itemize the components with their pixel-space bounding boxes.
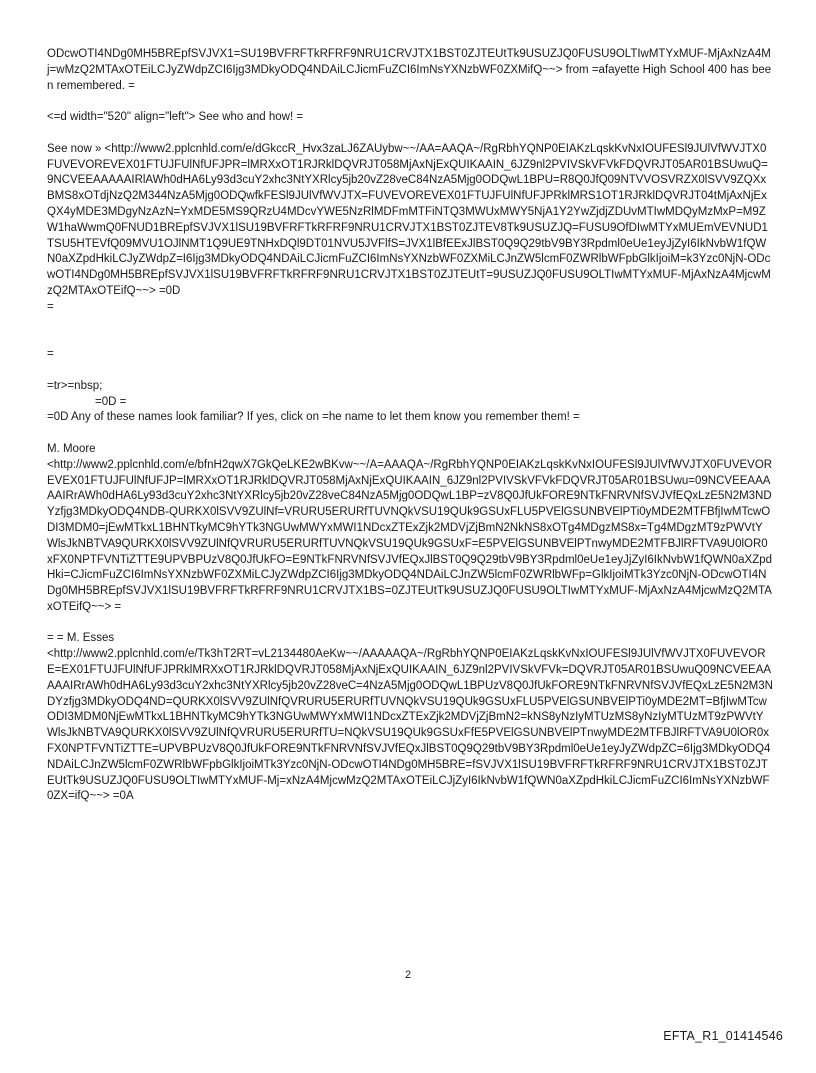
link-m-moore[interactable]: <http://www2.pplcnhld.com/e/bfnH2qwX7GkQeLKE2wBKvw~~/A=AAAQA~/RgRbhYQNP0EIAKzLqskKvNxIOUFESl9JUlVfWVJTX0FUVEVOREVEX01FTUJFUlNfUFJP=lMRXxOT1RJRklDQVRJT058MjAxNjExQUIKAAIN_6JZ9nl2PVIVSkVFVkFDQVRJT05AR01BSUwu=09NCVEEAAAAAIRrAWh0dHA6Ly93d3cuY2xhc3NtYXRlcy5jb20vZ28veC84NzA5Mjg0ODQwL1BP=zV8Q0JfUkFORE9NTkFNRVNfSVJVfEQxLzE5N2M3NDYzfjg3MDkyODQ4NDB-QURKX0lSVV9ZUlNf=VRURU5ERURfTUVNQkVSU19QUk9GSUxFLU5PVElGSUNBVElPTi0yMDE2MTFBfjIwMTcwODI3MDM0=jEwMTkxL1BHNTkyMC9hYTk3NGUwMWYxMWI1NDcxZTExZjk2MDVjZjBmN2NkNS8xOTg4MDgzMS8x=Tg4MDgzMT9zPWVtYWlsJkNBTVA9QURKX0lSVV9ZUlNfQVRURU5ERURfTUVNQkVSU19QUk9GSUxF=E5PVElGSUNBVElPTnwyMDE2MTFBJlRFTVA9U0lOR0xFX0NPTFVNTiZTTE9UPVBPUzV8Q0JfUkFO=E9NTkFNRVNfSVJVfEQxJlBST0Q9Q29tbV9BY3Rpdml0eUe1eyJjZyI6IkNvbW1fQWN0aXZpdHki=CJicmFuZCI6ImNsYXNzbWF0ZXMiLCJyZWdpZCI6Ijg3MDkyODQ4NDAiLCJnZW5lcmF0ZWRlbWFp=GlkIjoiMTk3Yzc0NjN-ODcwOTI4NDg0MH5BREpfSVJVX1lSU19BVFRFTkRFRF9NRU1CRVJTX1BS=0ZJTEUtTk9USUZJQ0FUSU9OLTIwMTYxMUF-MjAxNzA4MjcwMzQ2MTAxOTEifQ~~> = [47,458,773,613]
page-number: 2 [404,969,412,981]
link-m-esses[interactable]: <http://www2.pplcnhld.com/e/Tk3hT2RT=vL2134480AeKw~~/AAAAAQA~/RgRbhYQNP0EIAKzLqskKvNxIOUFESl9JUlVfWVJTX0FUVEVORE=EX01FTUJFUlNfUFJPRklMRXxOT1RJRklDQVRJT058MjAxNjExQUIKAAIN_6JZ9nl2PVIVSkVFVk=DQVRJT05AR01BSUwuQ09NCVEEAAAAAIRrAWh0dHA6Ly93d3cuY2xhc3NtYXRlcy5jb20vZ28veC=4NzA5Mjg0ODQwL1BPUzV8Q0JfUkFORE9NTkFNRVNfSVJVfEQxLzE5N2M3NDYzfjg3MDkyODQ4ND=QURKX0lSVV9ZUlNfQVRURU5ERURfTUVNQkVSU19QUk9GSUxFLU5PVElGSUNBVElPTi0yMDE2MT=BfjIwMTcwODI3MDM0NjEwMTkxL1BHNTkyMC9hYTk3NGUwMWYxMWI1NDcxZTExZjk2MDVjZjBmN2=kNS8yNzIyMTUzMS8yNzIyMTUzMT9zPWVtYWlsJkNBTVA9QURKX0lSVV9ZUlNfQVRURU5ERURfTU=NQkVSU19QUk9GSUxFfE5PVElGSUNBVElPTnwyMDE2MTFBJlRFTVA9U0lOR0xFX0NPTFVNTiZTTE=UPVBPUzV8Q0JfUkFORE9NTkFNRVNfSVJVfEQxJlBST0Q9Q29tbV9BY3Rpdml0eUe1eyJyZWdpZC=6Ijg3MDkyODQ4NDAiLCJnZW5lcmF0ZWRlbWFpbGlkIjoiMTk3Yzc0NjN-ODcwOTI4NDg0MH5BRE=fSVJVX1lSU19BVFRFTkRFRF9NRU1CRVJTX1BST0ZJTEUtTk9USUZJQ0FUSU9OLTIwMTYxMUF-Mj=xNzA4MjcwMzQ2MTAxOTEiLCJjZyI6IkNvbW1fQWN0aXZpdHkiLCJicmFuZCI6ImNsYXNzbWF0ZX=ifQ~~> =0A [47,648,773,803]
separator-equals: = [47,348,54,361]
paragraph-see-who: <=d width="520" align="left"> See who and how! = [47,111,304,124]
name-m-esses[interactable]: = = M. Esses [47,632,115,645]
separator-equals: = [47,300,54,313]
document-id: EFTA_R1_01414546 [663,1029,783,1043]
line-0d: =0D = [95,395,127,408]
paragraph-see-now-link[interactable]: See now » <http://www2.pplcnhld.com/e/dGkccR_Hvx3zaLJ6ZAUybw~~/AA=AAQA~/RgRbhYQNP0EIAKzLqskKvNxIOUFESl9JUlVfWVJTX0FUVEVOREVEX01FTUJFUlNfUFJPR=lMRXxOT1RJRklDQVRJT058MjAxNjExQUIKAAIN_6JZ9nl2PVIVSkVFVkFDQVRJT05AR01BSUwuQ=9NCVEEAAAAAIRlAWh0dHA6Ly93d3cuY2xhc3NtYXRlcy5jb20vZ28veC84NzA5Mjg0ODQwL1BPU=R8Q0JfQ09NTVVOSVRZX0lSVV9ZQXxBMS8xOTdjNzQ2M344NzA5Mjg0ODQwfkFESl9JUlVfWVJTX=FUVEVOREVEX01FTUJFUlNfUFJPRklMRS1OT1RJRklDQVRJT04tMjAxNjExQX4yMDE3MDgyNzAzN=YxMDE5MS9QRzU4MDcvYWE5NzRlMDFmMTFiNTQ3MWUxMWY5NjA1Y2YwZjdjZDUvMTIwMDQyMzMxP=M9ZW1haWwmQ0FNUD1BREpfSVJVX1lSU19BVFRFTkRFRF9NRU1CRVJTX1BST0ZJTEV8Tk9USUZJQ=FUSU9OfDIwMTYxMUEmVEVNUD1TSU5HTEVfQ09MVU1OJlNMT1Q9UE9TNHxDQl9DT01NVU5JVFlfS=JVX1lBfEExJlBST0Q9Q29tbV9BY3Rpdml0eUe1eyJjZyI6IkNvbW1fQWN0aXZpdHkiLCJyZWdpZ=I6Ijg3MDkyODQ4NDAiLCJicmFuZCI6ImNsYXNzbWF0ZXMiLCJnZW5lcmF0ZWRlbWFpbGlkIjoiM=k3Yzc0NjN-ODcwOTI4NDg0MH5BREpfSVJVX1lSU19BVFRFTkRFRF9NRU1CRVJTX1BST0ZJTEUtT=9USUZJQ0FUSU9OLTIwMTYxMUF-MjAxNzA4MjcwMzQ2MTAxOTEifQ~~> =0D [47,142,771,297]
email-body-text [47,47,773,805]
line-tr-nbsp: =tr>=nbsp; [47,379,103,392]
paragraph-names-prompt: =0D Any of these names look familiar? If yes, click on =he name to let them know you remember them! = [47,411,580,424]
paragraph-remembered: ODcwOTI4NDg0MH5BREpfSVJVX1=SU19BVFRFTkRFRF9NRU1CRVJTX1BST0ZJTEUtTk9USUZJQ0FUSU9OLTIwMTYxMUF-MjAxNzA4Mj=wMzQ2MTAxOTEiLCJyZWdpZCI6Ijg3MDkyODQ4NDAiLCJicmFuZCI6ImNsYXNzbWF0ZXMifQ~~> from =afayette High School 400 has been remembered. = [47,48,772,92]
name-m-moore[interactable]: M. Moore [47,442,96,455]
